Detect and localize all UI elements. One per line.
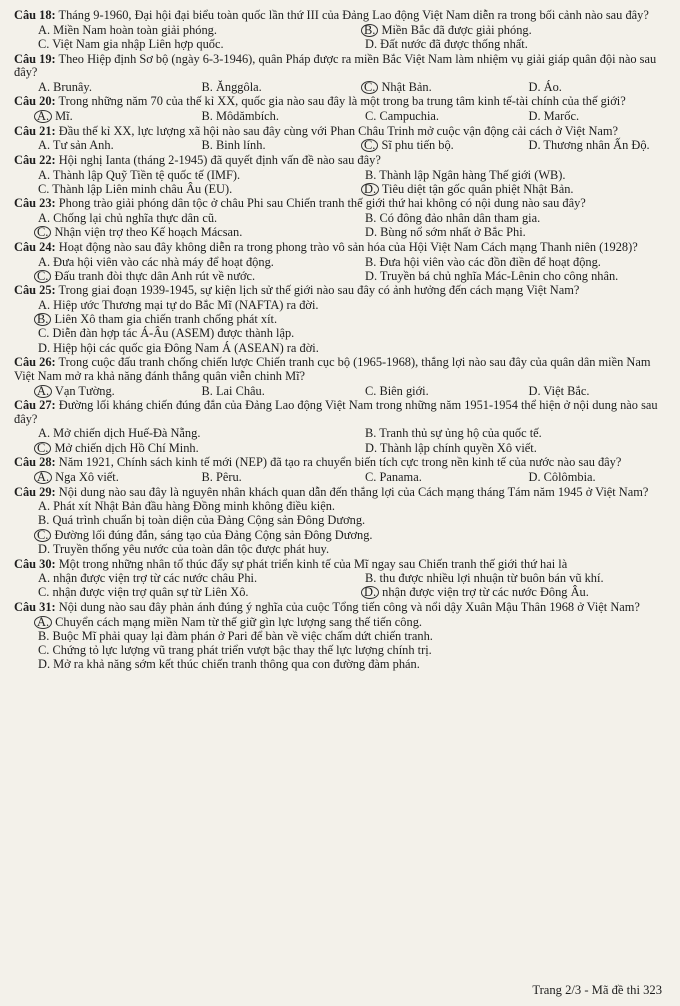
answer-option (14, 470, 178, 484)
answer-option (14, 23, 341, 37)
answer-option (14, 441, 341, 455)
answer-option (14, 643, 668, 657)
option-text: Vạn Tường. (52, 383, 115, 398)
question-stem (14, 456, 668, 470)
option-letter: A. (38, 571, 51, 586)
option-row (14, 643, 668, 657)
answer-option (505, 80, 669, 94)
option-letter: A. (38, 138, 51, 153)
answer-option (14, 269, 341, 283)
question-stem (14, 399, 668, 426)
option-text: Nhật Bản. (378, 79, 432, 94)
option-row (14, 585, 668, 599)
question-number: Câu 25: (14, 283, 56, 298)
option-row (14, 615, 668, 629)
option-row (14, 341, 668, 355)
option-text: Biên giới. (376, 383, 429, 398)
option-row (14, 470, 668, 484)
option-text: Quá trình chuẩn bị toàn diện của Đảng Cộng sản Đông Dương. (49, 513, 366, 528)
option-text: Tranh thủ sự ủng hộ của quốc tế. (376, 426, 542, 441)
option-letter: A. (38, 298, 51, 313)
question-number: Câu 30: (14, 556, 56, 571)
answer-option (505, 138, 669, 152)
option-text: Panama. (376, 469, 422, 484)
answer-option (14, 138, 178, 152)
option-letter-circled: C. (361, 81, 378, 94)
answer-option (14, 426, 341, 440)
question-stem (14, 284, 668, 298)
option-letter: C. (365, 108, 377, 123)
question (14, 284, 668, 354)
option-row (14, 23, 668, 37)
option-row (14, 225, 668, 239)
option-row (14, 255, 668, 269)
question-stem (14, 486, 668, 500)
option-row (14, 513, 668, 527)
answer-options (14, 211, 668, 239)
answer-options (14, 426, 668, 454)
option-letter: A. (38, 79, 51, 94)
option-text: Marốc. (540, 108, 580, 123)
option-text: Liên Xô tham gia chiến tranh chống phát xít. (51, 312, 278, 327)
option-letter-circled: A. (34, 110, 52, 123)
answer-options (14, 255, 668, 283)
answer-option (14, 298, 668, 312)
option-letter: C. (38, 181, 50, 196)
question (14, 601, 668, 671)
answer-option (341, 168, 668, 182)
answer-option (505, 470, 669, 484)
option-letter: B. (201, 383, 213, 398)
answer-option (14, 499, 668, 513)
option-row (14, 499, 668, 513)
answer-options (14, 23, 668, 51)
option-letter: B. (201, 108, 213, 123)
option-text: Đưa hội viên vào các đồn điền để hoạt động. (376, 254, 601, 269)
option-letter-circled: B. (34, 313, 51, 326)
option-letter-circled: D. (361, 586, 379, 599)
answer-option (14, 109, 178, 123)
answer-option (341, 37, 668, 51)
option-letter: B. (201, 469, 213, 484)
option-text: nhận được viện trợ từ các nước Đông Âu. (379, 585, 589, 600)
question-number: Câu 23: (14, 196, 56, 211)
option-text: Tư sản Anh. (50, 138, 114, 153)
option-text: Côlômbia. (540, 469, 596, 484)
question-stem (14, 53, 668, 80)
answer-option (341, 182, 668, 196)
answer-option (14, 211, 341, 225)
question-number: Câu 28: (14, 455, 56, 470)
option-letter: B. (365, 426, 377, 441)
question-number: Câu 26: (14, 355, 56, 370)
answer-option (14, 255, 341, 269)
question (14, 125, 668, 153)
option-text: Đường lối đúng đắn, sáng tạo của Đảng Cộng sản Đông Dương. (51, 527, 373, 542)
question-text: Một trong những nhân tố thúc đẩy sự phát triển kinh tế của Mĩ ngay sau Chiến tranh thế giới thứ hai là (55, 556, 568, 571)
option-text: Áo. (540, 79, 562, 94)
option-letter: C. (38, 326, 50, 341)
option-row (14, 109, 668, 123)
question-text: Hoạt động nào sau đây không diễn ra trong phong trào vô sản hóa của Hội Việt Nam Cách mạng Thanh niên (1928)? (55, 239, 638, 254)
option-letter: A. (38, 254, 51, 269)
option-letter: D. (365, 36, 378, 51)
option-letter: C. (38, 585, 50, 600)
option-letter: B. (365, 571, 377, 586)
question-number: Câu 21: (14, 123, 56, 138)
answer-option (341, 211, 668, 225)
question-text: Nội dung nào sau đây phản ánh đúng ý nghĩa của cuộc Tổng tiến công và nổi dậy Xuân Mậu Thân 1968 ở Việt Nam? (55, 600, 640, 615)
answer-options (14, 384, 668, 398)
option-letter: D. (38, 340, 51, 355)
option-text: nhận được viện trợ từ các nước châu Phi. (50, 571, 258, 586)
option-text: Lai Châu. (212, 383, 265, 398)
option-text: Thành lập chính quyền Xô viết. (377, 440, 537, 455)
option-text: Truyền bá chủ nghĩa Mác-Lênin cho công nhân. (377, 268, 619, 283)
question (14, 558, 668, 600)
option-letter: B. (201, 138, 213, 153)
option-text: Có đông đảo nhân dân tham gia. (376, 211, 541, 226)
question (14, 95, 668, 123)
option-text: Diễn đàn hợp tác Á-Âu (ASEM) được thành lập. (49, 326, 295, 341)
option-letter-circled: C. (34, 529, 51, 542)
answer-options (14, 571, 668, 599)
option-text: Đất nước đã được thống nhất. (377, 36, 528, 51)
option-row (14, 441, 668, 455)
option-letter: D. (528, 383, 541, 398)
option-row (14, 211, 668, 225)
option-letter: D. (365, 268, 378, 283)
option-letter: A. (38, 499, 51, 514)
option-row (14, 384, 668, 398)
question-text: Đầu thế kỉ XX, lực lượng xã hội nào sau đây cùng với Phan Châu Trinh mở cuộc vận động cải cách ở Việt Nam? (55, 123, 619, 138)
option-text: Bùng nổ sớm nhất ở Bắc Phi. (377, 225, 526, 240)
question-stem (14, 241, 668, 255)
option-text: Sĩ phu tiến bộ. (378, 138, 454, 153)
answer-option (341, 426, 668, 440)
answer-option (341, 109, 505, 123)
option-text: Thành lập Quỹ Tiền tệ quốc tế (IMF). (50, 167, 241, 182)
option-text: Hiệp hội các quốc gia Đông Nam Á (ASEAN) ra đời. (50, 340, 319, 355)
answer-options (14, 499, 668, 556)
answer-option (14, 513, 668, 527)
option-text: Buộc Mĩ phải quay lại đàm phán ở Pari để bàn về việc chấm dứt chiến tranh. (49, 628, 433, 643)
question-stem (14, 558, 668, 572)
option-text: Campuchia. (376, 108, 439, 123)
question-text: Theo Hiệp định Sơ bộ (ngày 6-3-1946), quân Pháp được ra miền Bắc Việt Nam làm nhiệm vụ giải giáp quân đội nào sau đây? (14, 51, 657, 80)
option-letter: D. (528, 79, 541, 94)
option-letter: B. (365, 167, 377, 182)
option-row (14, 528, 668, 542)
question-stem (14, 197, 668, 211)
answer-option (14, 528, 668, 542)
option-letter: A. (38, 22, 51, 37)
option-text: Mĩ. (52, 108, 73, 123)
option-letter: D. (38, 541, 51, 556)
option-text: Thành lập Liên minh châu Âu (EU). (49, 181, 233, 196)
option-letter-circled: B. (361, 24, 378, 37)
option-letter: C. (365, 469, 377, 484)
question-text: Trong giai đoạn 1939-1945, sự kiện lịch sử thế giới nào sau đây có ảnh hưởng đến cách mạng Việt Nam? (55, 283, 580, 298)
option-letter: B. (38, 628, 50, 643)
question-text: Phong trào giải phóng dân tộc ở châu Phi sau Chiến tranh thế giới thứ hai không có nội dung nào sau đây? (55, 196, 586, 211)
answer-option (14, 225, 341, 239)
option-letter: B. (38, 513, 50, 528)
option-letter: B. (365, 211, 377, 226)
question-text: Trong cuộc đấu tranh chống chiến lược Chiến tranh cục bộ (1965-1968), thắng lợi nào sau đây của quân dân miền Nam Việt Nam mở ra khả năng đánh thắng quân viễn chinh Mĩ? (14, 355, 651, 383)
option-text: thu được nhiều lợi nhuận từ buôn bán vũ khí. (376, 571, 604, 586)
option-letter: D. (365, 225, 378, 240)
option-text: Môdămbích. (212, 108, 279, 123)
option-letter: D. (528, 108, 541, 123)
option-text: Nga Xô viết. (52, 469, 119, 484)
option-row (14, 426, 668, 440)
question-stem (14, 154, 668, 168)
option-letter: D. (528, 138, 541, 153)
option-text: Miền Bắc đã được giải phóng. (378, 22, 532, 37)
answer-option (341, 80, 505, 94)
answer-options (14, 615, 668, 672)
option-text: Mở chiến dịch Hồ Chí Minh. (51, 440, 199, 455)
question (14, 53, 668, 94)
question-text: Đường lối kháng chiến đúng đắn của Đảng Lao động Việt Nam trong những năm 1951-1954 thể hiện ở nội dung nào sau đây? (14, 398, 658, 426)
option-text: Binh lính. (212, 138, 266, 153)
answer-option (178, 109, 342, 123)
question (14, 399, 668, 455)
answer-option (178, 80, 342, 94)
answer-option (14, 182, 341, 196)
option-text: Việt Bắc. (540, 383, 590, 398)
answer-option (178, 384, 342, 398)
answer-option (178, 138, 342, 152)
answer-options (14, 80, 668, 94)
option-letter: A. (38, 167, 51, 182)
question-text: Trong những năm 70 của thế kỉ XX, quốc gia nào sau đây là một trong ba trung tâm kinh tế-tài chính của thế giới? (55, 94, 626, 109)
answer-option (341, 470, 505, 484)
answer-option (14, 615, 668, 629)
option-letter-circled: C. (34, 226, 51, 239)
question-number: Câu 19: (14, 51, 56, 66)
answer-option (14, 168, 341, 182)
option-letter: B. (201, 79, 213, 94)
answer-option (14, 341, 668, 355)
option-row (14, 138, 668, 152)
option-letter: C. (38, 643, 50, 658)
option-text: Miền Nam hoàn toàn giải phóng. (50, 22, 217, 37)
option-letter-circled: C. (361, 139, 378, 152)
option-letter: A. (38, 426, 51, 441)
answer-option (14, 629, 668, 643)
option-text: Pêru. (212, 469, 242, 484)
question-text: Hội nghị Ianta (tháng 2-1945) đã quyết định vấn đề nào sau đây? (55, 152, 381, 167)
question (14, 154, 668, 196)
answer-option (14, 37, 341, 51)
answer-options (14, 168, 668, 196)
option-letter-circled: C. (34, 270, 51, 283)
answer-option (14, 80, 178, 94)
question (14, 9, 668, 51)
answer-option (14, 585, 341, 599)
option-letter: B. (365, 254, 377, 269)
option-letter: A. (38, 211, 51, 226)
option-letter-circled: D. (361, 183, 379, 196)
question (14, 241, 668, 283)
option-text: Mở chiến dịch Huế-Đà Nẵng. (50, 426, 201, 441)
answer-option (341, 23, 668, 37)
answer-options (14, 138, 668, 152)
option-text: Truyền thống yêu nước của toàn dân tộc được phát huy. (50, 541, 330, 556)
question-text: Tháng 9-1960, Đại hội đại biểu toàn quốc lần thứ III của Đảng Lao động Việt Nam diễn ra trong bối cảnh nào sau đây? (55, 8, 649, 22)
option-row (14, 269, 668, 283)
option-row (14, 312, 668, 326)
option-text: Mở ra khả năng sớm kết thúc chiến tranh thông qua con đường đàm phán. (50, 657, 420, 672)
question-number: Câu 18: (14, 8, 56, 22)
answer-option (505, 109, 669, 123)
question (14, 356, 668, 397)
option-row (14, 542, 668, 556)
option-text: Tiêu diệt tận gốc quân phiệt Nhật Bản. (379, 181, 574, 196)
answer-option (14, 571, 341, 585)
option-row (14, 298, 668, 312)
answer-option (341, 571, 668, 585)
option-text: Chứng tỏ lực lượng vũ trang phát triển vượt bậc thay thế lực lượng chính trị. (49, 643, 432, 658)
option-row (14, 571, 668, 585)
question-text: Nội dung nào sau đây là nguyên nhân khách quan dẫn đến thắng lợi của Cách mạng tháng Tám năm 1945 ở Việt Nam? (55, 484, 649, 499)
question-number: Câu 22: (14, 152, 56, 167)
answer-option (178, 470, 342, 484)
question (14, 486, 668, 556)
option-text: Ănggôla. (212, 79, 262, 94)
answer-option (14, 326, 668, 340)
answer-option (14, 312, 668, 326)
answer-option (505, 384, 669, 398)
option-row (14, 80, 668, 94)
option-text: Đấu tranh đòi thực dân Anh rút về nước. (51, 268, 256, 283)
option-letter-circled: A. (34, 471, 52, 484)
answer-option (341, 269, 668, 283)
option-text: nhận được viện trợ quân sự từ Liên Xô. (49, 585, 249, 600)
question-number: Câu 20: (14, 94, 56, 109)
option-text: Việt Nam gia nhập Liên hợp quốc. (49, 36, 224, 51)
question-stem (14, 95, 668, 109)
option-text: Thành lập Ngân hàng Thế giới (WB). (376, 167, 566, 182)
question-text: Năm 1921, Chính sách kinh tế mới (NEP) đã tạo ra chuyển biến tích cực trong nền kinh tế của nước nào sau đây? (55, 455, 622, 470)
option-row (14, 657, 668, 671)
answer-options (14, 109, 668, 123)
option-text: Brunây. (50, 79, 92, 94)
question (14, 197, 668, 239)
question-stem (14, 356, 668, 383)
option-letter: C. (38, 36, 50, 51)
option-text: Phát xít Nhật Bản đầu hàng Đồng minh không điều kiện. (50, 499, 335, 514)
option-letter: C. (365, 383, 377, 398)
answer-options (14, 470, 668, 484)
option-row (14, 182, 668, 196)
option-text: Thương nhân Ấn Độ. (540, 138, 650, 153)
answer-option (14, 657, 668, 671)
option-text: Chuyển cách mạng miền Nam từ thế giữ gìn lực lượng sang thế tiến công. (52, 614, 422, 629)
option-row (14, 168, 668, 182)
option-letter-circled: C. (34, 442, 51, 455)
question-number: Câu 24: (14, 239, 56, 254)
question-number: Câu 27: (14, 398, 56, 413)
option-letter: D. (528, 469, 541, 484)
answer-option (341, 255, 668, 269)
question-number: Câu 31: (14, 600, 56, 615)
answer-option (341, 225, 668, 239)
page-footer: Trang 2/3 - Mã đề thi 323 (532, 983, 662, 997)
answer-option (14, 384, 178, 398)
option-row (14, 37, 668, 51)
option-text: Hiệp ước Thương mại tự do Bắc Mĩ (NAFTA) ra đời. (50, 298, 319, 313)
question-stem (14, 9, 668, 23)
option-text: Đưa hội viên vào các nhà máy để hoạt động. (50, 254, 274, 269)
option-text: Nhận viện trợ theo Kế hoạch Mácsan. (51, 225, 243, 240)
question-number: Câu 29: (14, 484, 56, 499)
answer-option (341, 441, 668, 455)
question-stem (14, 125, 668, 139)
option-letter: D. (38, 657, 51, 672)
answer-option (14, 542, 668, 556)
question-list (14, 9, 668, 671)
answer-option (341, 384, 505, 398)
question-stem (14, 601, 668, 615)
question (14, 456, 668, 484)
option-letter-circled: A. (34, 616, 52, 629)
answer-options (14, 298, 668, 355)
option-row (14, 629, 668, 643)
answer-option (341, 138, 505, 152)
option-text: Chống lại chủ nghĩa thực dân cũ. (50, 211, 218, 226)
option-letter: D. (365, 440, 378, 455)
answer-option (341, 585, 668, 599)
option-row (14, 326, 668, 340)
option-letter-circled: A. (34, 385, 52, 398)
